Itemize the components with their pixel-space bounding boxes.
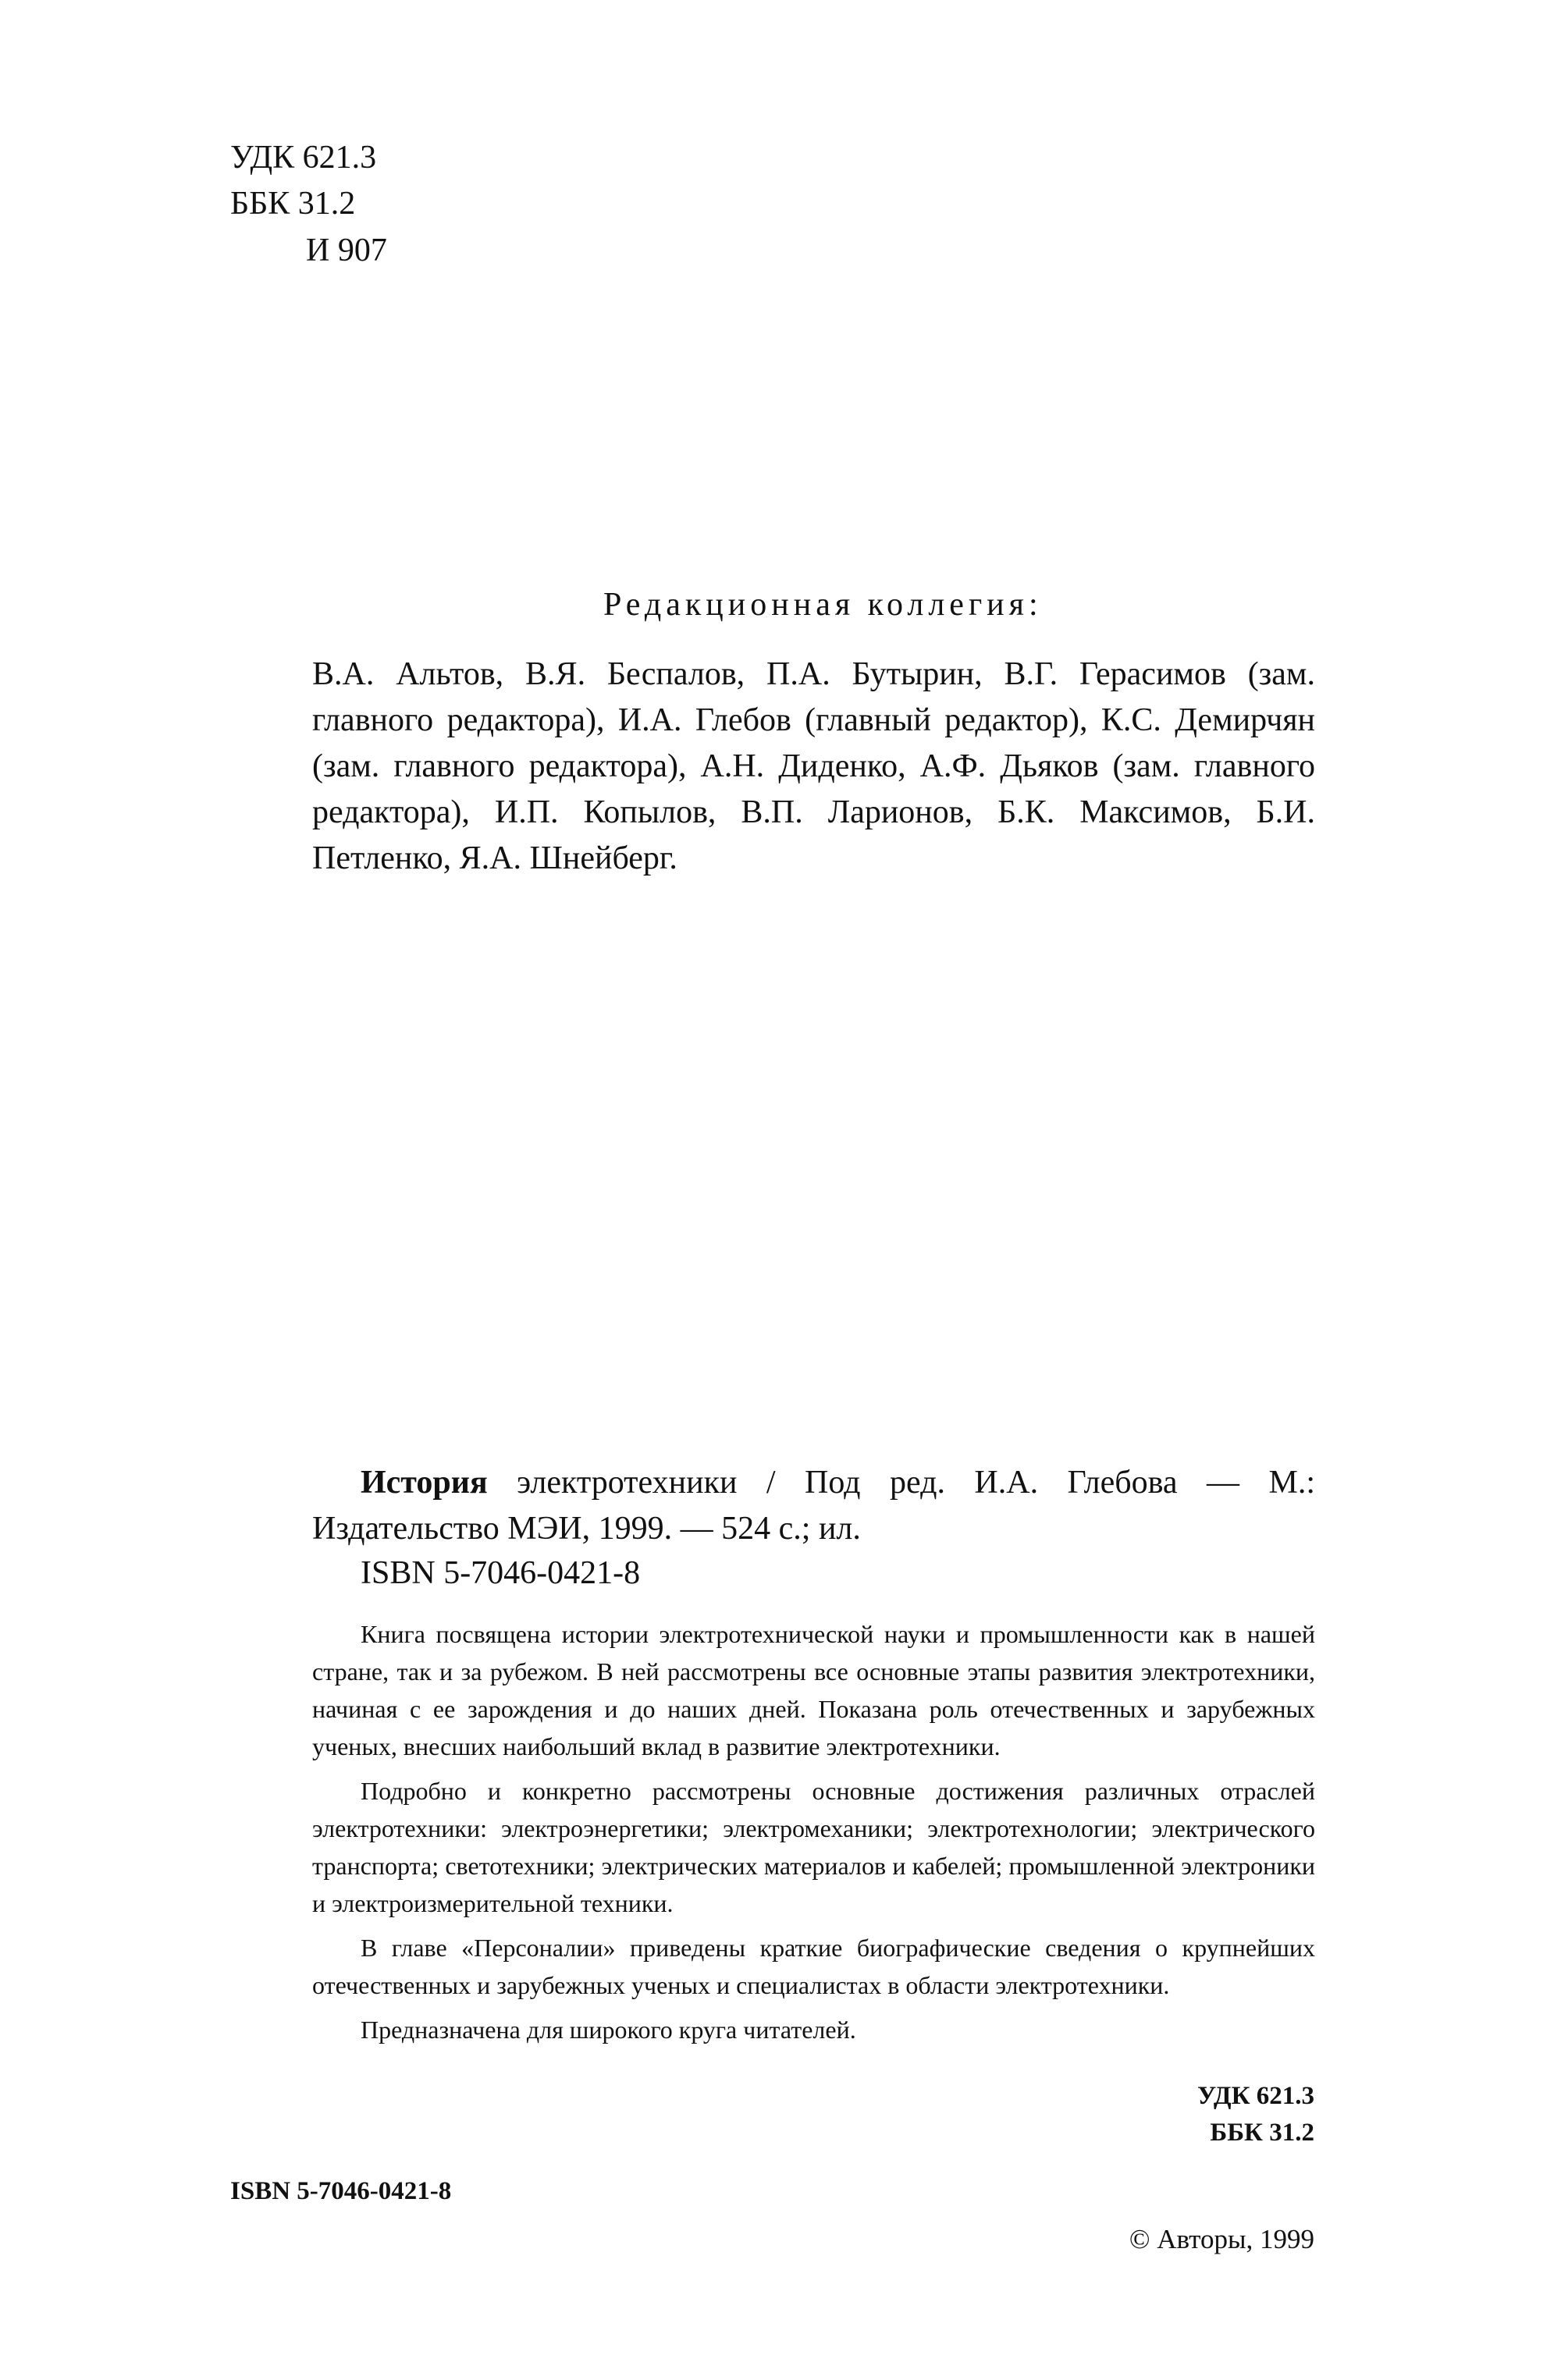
author-mark-code: И 907 [306, 233, 387, 268]
annotation-paragraph: Подробно и конкретно рассмотрены основные достижения различных отраслей электротехники: электроэнергетики; электромеханики; электротехнологии; электрического транспорта; светотехники; электрических материалов и кабелей; промышленной электроники и электроизмерительной техники. [312, 1777, 1315, 1917]
annotation [312, 1615, 1315, 2055]
annotation-paragraph: В главе «Персоналии» приведены краткие биографические сведения о крупнейших отечественных и зарубежных ученых и специалистах в области электротехники. [312, 1934, 1315, 1999]
editorial-board-title: Редакционная коллегия: [603, 587, 1043, 623]
isbn-bottom: ISBN 5-7046-0421-8 [230, 2177, 452, 2205]
editorial-board-members: В.А. Альтов, В.Я. Беспалов, П.А. Бутырин, В.Г. Герасимов (зам. главного редактора), И.А. Глебов (главный редактор), К.С. Демирчян (зам. главного редактора), А.Н. Диденко, А.Ф. Дьяков (зам. главного редактора), И.П. Копылов, В.П. Ларионов, Б.К. Максимов, Б.И. Петленко, Я.А. Шнейберг. [312, 656, 1315, 876]
isbn-main: ISBN 5-7046-0421-8 [361, 1555, 641, 1591]
udk-code-top: УДК 621.3 [230, 140, 377, 176]
bbk-code-bottom: ББК 31.2 [1210, 2119, 1314, 2147]
udk-code-bottom: УДК 621.3 [1197, 2082, 1314, 2110]
annotation-paragraph: Книга посвящена истории электротехнической науки и промышленности как в нашей стране, так и за рубежом. В ней рассмотрены все основные этапы развития электротехники, начиная с ее зарождения и до наших дней. Показана роль отечественных и зарубежных ученых, внесших наибольший вклад в развитие электротехники. [312, 1620, 1315, 1760]
book-title-word: История [361, 1465, 488, 1501]
bibliographic-entry [312, 1460, 1315, 1552]
annotation-paragraph: Предназначена для широкого круга читателей. [361, 2016, 856, 2044]
bibliographic-description: электротехники / Под ред. И.А. Глебова — М.: Издательство МЭИ, 1999. — 524 с.; ил. [312, 1465, 1315, 1547]
bbk-code-top: ББК 31.2 [230, 186, 356, 222]
copyright-notice: © Авторы, 1999 [1129, 2224, 1314, 2254]
